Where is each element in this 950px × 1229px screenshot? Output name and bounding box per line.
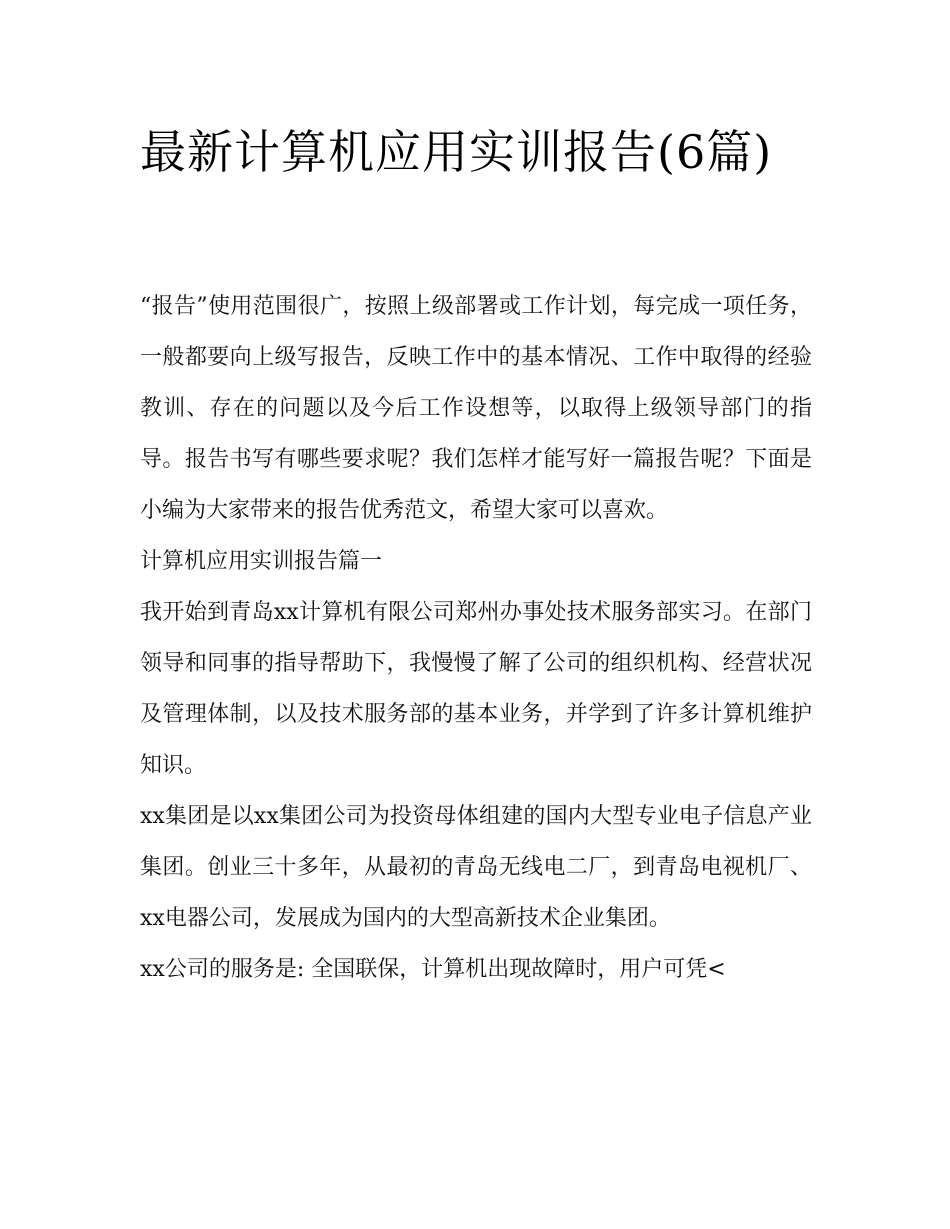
section-heading: 计算机应用实训报告篇一 xyxy=(140,549,383,574)
body-paragraph: xx集团是以xx集团公司为投资母体组建的国内大型专业电子信息产业集团。创业三十多年，从最初的青岛无线电二厂，到青岛电视机厂、xx电器公司，发展成为国内的大型高新技术企业集团。 xyxy=(140,804,812,931)
document-body xyxy=(140,281,812,995)
page-title: 最新计算机应用实训报告(6篇) xyxy=(140,125,773,179)
body-paragraph: 我开始到青岛xx计算机有限公司郑州办事处技术服务部实习。在部门领导和同事的指导帮助下，我慢慢了解了公司的组织机构、经营状况及管理体制，以及技术服务部的基本业务，并学到了许多计算机维护知识。 xyxy=(140,600,812,778)
intro-paragraph: “报告”使用范围很广，按照上级部署或工作计划，每完成一项任务，一般都要向上级写报告，反映工作中的基本情况、工作中取得的经验教训、存在的问题以及今后工作设想等，以取得上级领导部门的指导。报告书写有哪些要求呢？我们怎样才能写好一篇报告呢？下面是小编为大家带来的报告优秀范文，希望大家可以喜欢。 xyxy=(140,294,812,523)
body-paragraph: xx公司的服务是: 全国联保，计算机出现故障时，用户可凭< xyxy=(140,957,726,982)
